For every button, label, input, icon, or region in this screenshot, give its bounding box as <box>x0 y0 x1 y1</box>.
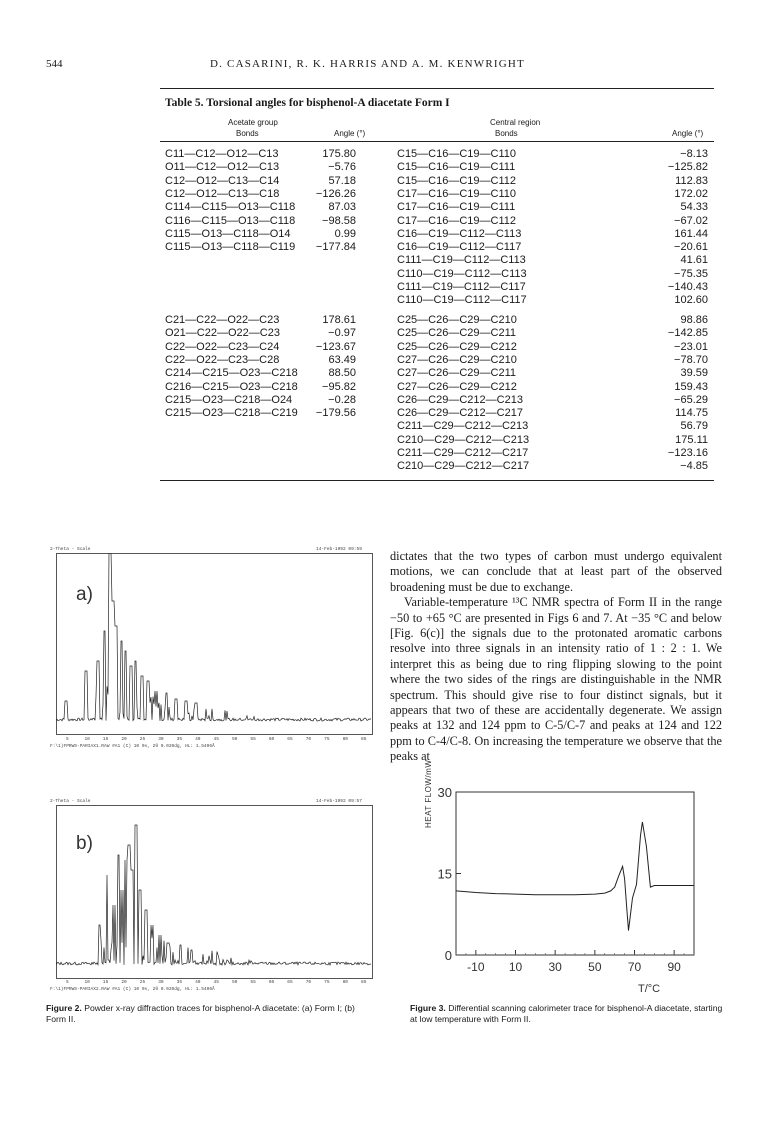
table-row-right-angle: −123.16 <box>667 447 708 459</box>
xrd-x-tick-label: 30 <box>158 980 164 985</box>
xrd-x-tick-label: 55 <box>250 980 256 985</box>
dsc-x-tick-label: 50 <box>588 960 602 974</box>
table-row-right-bond: C27—C26—C29—C211 <box>397 367 517 380</box>
table-row-left-bond: C115—O13—C118—O14 <box>165 227 291 240</box>
table-row-right-angle: 175.11 <box>675 433 708 446</box>
table-row-right-angle: 112.83 <box>675 174 708 187</box>
table-row-right-bond: C25—C26—C29—C212 <box>397 340 517 353</box>
xrd-b-date: 14-Feb-1992 09:57 <box>316 799 362 804</box>
xrd-x-tick-label: 50 <box>231 980 238 985</box>
table-row-left-angle: −95.82 <box>322 380 356 393</box>
table-row-left-angle: −177.84 <box>315 241 356 254</box>
table-row-left-angle: 178.61 <box>322 314 356 326</box>
table-row-left-bond: C216—C215—O23—C218 <box>165 380 298 393</box>
table-col-bonds-right: Bonds <box>495 129 518 138</box>
table-row-right-angle: 159.43 <box>674 380 708 393</box>
dsc-x-tick-label: -10 <box>467 960 485 974</box>
table-row-right-bond: C210—C29—C212—C217 <box>397 460 530 473</box>
xrd-x-tick-label: 25 <box>139 980 146 985</box>
xrd-a-footer: F:\1)FPRWS-PARIAX1.RAW #A1 (C) 10 0s, 2θ 0.020dg, HL: 1.5406Å <box>50 744 215 749</box>
table-row-right-bond: C110—C19—C112—C113 <box>397 267 527 280</box>
xrd-a-scale-label: 2-Theta - Scale <box>50 547 91 552</box>
table-row-left-angle: 175.80 <box>322 148 356 160</box>
table-row-right-angle: −23.01 <box>674 340 708 353</box>
table-group-left: Acetate group <box>228 118 278 127</box>
dsc-x-tick-label: 90 <box>667 960 681 974</box>
dsc-x-tick-label: 70 <box>627 960 642 974</box>
table-row-right-angle: −140.43 <box>667 281 708 293</box>
figure2-caption-text: Powder x-ray diffraction traces for bisphenol-A diacetate: (a) Form I; (b) Form II. <box>46 1003 355 1024</box>
dsc-series-line <box>456 822 694 931</box>
table-row-left-bond: C12—O12—C13—C14 <box>165 174 280 187</box>
table-col-bonds-left: Bonds <box>236 129 259 138</box>
table-top-rule <box>160 88 714 89</box>
table-title: Table 5. Torsional angles for bisphenol-A diacetate Form I <box>165 97 450 109</box>
xrd-a-panel-label: a) <box>76 584 93 605</box>
table-row-left-bond: C114—C115—O13—C118 <box>165 201 296 214</box>
table-group-right: Central region <box>490 118 541 127</box>
table-row-left-angle: −0.28 <box>328 393 356 406</box>
xrd-x-tick-label: 70 <box>305 737 312 742</box>
xrd-a-trace <box>56 553 372 735</box>
xrd-x-tick-label: 10 <box>84 737 90 742</box>
table-row-right-bond: C17—C16—C19—C110 <box>397 187 517 200</box>
table-row-right-bond: C15—C16—C19—C110 <box>397 148 517 160</box>
xrd-x-tick-label: 20 <box>121 737 127 742</box>
xrd-b-scale-label: 2-Theta - Scale <box>50 799 91 804</box>
xrd-b-footer: F:\1)FPRWS-PARIAX2.RAW #A1 (C) 10 0s, 2θ 0.020dg, HL: 1.5406Å <box>50 987 215 992</box>
figure3-caption-label: Figure 3. <box>410 1003 446 1013</box>
table-row-left-bond: C21—C22—O22—C23 <box>165 314 280 326</box>
table-row-left-bond: C215—O23—C218—C219 <box>165 407 298 420</box>
xrd-x-tick-label: 10 <box>84 980 90 985</box>
xrd-x-tick-label: 60 <box>268 980 275 985</box>
table-bottom-rule <box>160 480 714 481</box>
table-row-right-angle: 98.86 <box>680 314 708 326</box>
xrd-x-tick-label: 25 <box>139 737 146 742</box>
table-row-left-angle: 87.03 <box>328 201 356 214</box>
body-paragraph-2: Variable-temperature ¹³C NMR spectra of Form II in the range −50 to +65 °C are presented in Figs 6 and 7. At −35 °C and below [Fig. 6(c)] the signals due to the protonated aromatic carbons resolve into three signals in an intensity ratio of 1 : 2 : 1. We interpret this as being due to ring flipping slowing to the point where the two sides of the rings are distinguishable in the NMR spectrum. This should give rise to four distinct signals, but it appears that two of these are accidentally degenerate. We assign peaks at 132 and 124 ppm to C-5/C-7 and peaks at 124 and 122 ppm to C-4/C-8. On increasing the temperature we observe that the peaks at <box>390 595 722 764</box>
figure2-caption <box>46 1003 362 1025</box>
table-row-right-angle: −8.13 <box>680 148 708 160</box>
table-row-left-bond: O21—C22—O22—C23 <box>165 327 280 340</box>
table-row-right-angle: −4.85 <box>680 460 708 473</box>
xrd-x-tick-label: 5 <box>66 737 69 742</box>
dsc-ylabel: HEAT FLOW/mW <box>424 759 433 828</box>
table-row-right-angle: 56.79 <box>680 420 708 433</box>
table-row-left-bond: O11—C12—O12—C13 <box>165 161 280 174</box>
table-row-left-angle: 88.50 <box>328 367 356 380</box>
table-row-right-bond: C17—C16—C19—C111 <box>397 201 516 214</box>
table-header-rule <box>160 141 714 142</box>
figure2-caption-label: Figure 2. <box>46 1003 82 1013</box>
table-row-right-bond: C26—C29—C212—C213 <box>397 393 523 406</box>
table-row-left-angle: 0.99 <box>334 227 356 240</box>
dsc-y-tick-label: 30 <box>437 785 452 800</box>
dsc-x-tick-label: 30 <box>548 960 562 974</box>
dsc-y-tick-label: 15 <box>437 866 452 882</box>
table-row-right-bond: C111—C19—C112—C113 <box>397 254 526 267</box>
table-row-left-angle: −179.56 <box>315 407 356 420</box>
table-row-right-angle: 102.60 <box>674 294 708 307</box>
xrd-x-tick-label: 55 <box>250 737 256 742</box>
table-row-left-angle: −98.58 <box>322 214 356 227</box>
table-row-right-angle: −125.82 <box>667 161 708 174</box>
table-row-left-angle: −0.97 <box>328 327 356 340</box>
table-row-left-bond: C115—O13—C118—C119 <box>165 241 296 254</box>
table-col-angle-left: Angle (°) <box>334 129 366 138</box>
table-row-right-bond: C25—C26—C29—C210 <box>397 314 517 326</box>
table-row-right-angle: 172.02 <box>674 187 708 200</box>
table-row-right-bond: C25—C26—C29—C211 <box>397 327 517 340</box>
table-row-right-bond: C211—C29—C212—C217 <box>397 447 529 459</box>
xrd-x-tick-label: 60 <box>268 737 275 742</box>
table-row-right-angle: 161.44 <box>674 227 708 240</box>
xrd-x-tick-label: 85 <box>361 980 367 985</box>
table-row-right-bond: C26—C29—C212—C217 <box>397 407 523 420</box>
table-row-right-angle: −67.02 <box>674 214 708 227</box>
table-row-right-bond: C110—C19—C112—C117 <box>397 294 527 307</box>
dsc-y-tick-label: 0 <box>444 948 452 963</box>
xrd-x-tick-label: 35 <box>176 980 183 985</box>
table-row-right-angle: −75.35 <box>674 267 708 280</box>
xrd-x-tick-label: 80 <box>342 980 348 985</box>
table-row-left-bond: C215—O23—C218—O24 <box>165 393 293 406</box>
xrd-b-panel-label: b) <box>76 833 93 854</box>
table-row-left-angle: 63.49 <box>328 353 356 366</box>
dsc-xlabel: T/°C <box>638 983 661 995</box>
page-number: 544 <box>46 58 63 70</box>
xrd-x-tick-label: 5 <box>66 980 69 985</box>
xrd-b-trace <box>56 805 372 979</box>
table-col-angle-right: Angle (°) <box>672 129 704 138</box>
xrd-x-tick-label: 85 <box>361 737 367 742</box>
figure3-caption <box>410 1003 730 1025</box>
table-row-left-bond: C22—O22—C23—C24 <box>165 340 280 353</box>
xrd-x-tick-label: 15 <box>102 737 109 742</box>
dsc-x-tick-label: 10 <box>508 960 523 974</box>
table-row-left-angle: −5.76 <box>328 161 356 174</box>
table-row-right-bond: C210—C29—C212—C213 <box>397 433 530 446</box>
xrd-x-tick-label: 70 <box>305 980 312 985</box>
table-row-right-bond: C15—C16—C19—C112 <box>397 174 517 187</box>
dsc-plot-frame <box>456 792 694 955</box>
table-row-right-angle: −78.70 <box>674 353 708 366</box>
table-row-right-angle: −65.29 <box>674 393 708 406</box>
xrd-x-tick-label: 75 <box>324 737 330 742</box>
table-row-left-angle: −123.67 <box>315 340 356 353</box>
table-row-right-angle: −20.61 <box>674 241 708 254</box>
table-row-right-angle: 54.33 <box>680 201 708 214</box>
xrd-x-tick-label: 45 <box>213 980 219 985</box>
table-row-left-bond: C214—C215—O23—C218 <box>165 367 298 380</box>
table-row-right-angle: 114.75 <box>675 407 708 420</box>
xrd-x-tick-label: 15 <box>102 980 109 985</box>
table-row-left-bond: C11—C12—O12—C13 <box>165 148 279 160</box>
table-row-left-bond: C22—O22—C23—C28 <box>165 353 280 366</box>
table-row-right-bond: C16—C19—C112—C113 <box>397 227 522 240</box>
table-row-right-bond: C16—C19—C112—C117 <box>397 241 522 254</box>
table-row-left-bond: C12—O12—C13—C18 <box>165 187 280 200</box>
table-row-right-angle: 39.59 <box>680 367 708 380</box>
table-row-right-bond: C27—C26—C29—C212 <box>397 380 517 393</box>
xrd-x-tick-label: 40 <box>195 737 201 742</box>
body-paragraph-1: dictates that the two types of carbon must undergo equivalent motions, we can conclude that at least part of the observed broadening must be due to exchange. <box>390 549 722 594</box>
table-row-right-bond: C17—C16—C19—C112 <box>397 214 517 227</box>
table-row-right-bond: C211—C29—C212—C213 <box>397 420 529 433</box>
xrd-x-tick-label: 30 <box>158 737 164 742</box>
xrd-x-tick-label: 40 <box>195 980 201 985</box>
xrd-x-tick-label: 75 <box>324 980 330 985</box>
xrd-x-tick-label: 50 <box>231 737 238 742</box>
xrd-x-tick-label: 65 <box>287 737 293 742</box>
table-row-left-angle: 57.18 <box>328 174 356 187</box>
body-text <box>390 549 722 765</box>
table-row-left-angle: −126.26 <box>315 187 356 200</box>
xrd-x-tick-label: 80 <box>342 737 348 742</box>
table-row-right-angle: 41.61 <box>680 254 708 267</box>
table-row-right-angle: −142.85 <box>667 327 708 340</box>
xrd-a-date: 14-Feb-1992 09:59 <box>316 547 362 552</box>
xrd-x-tick-label: 45 <box>213 737 219 742</box>
table-row-right-bond: C15—C16—C19—C111 <box>397 161 516 174</box>
xrd-x-tick-label: 20 <box>121 980 127 985</box>
table-row-left-bond: C116—C115—O13—C118 <box>165 214 296 227</box>
xrd-x-tick-label: 35 <box>176 737 183 742</box>
table-row-right-bond: C27—C26—C29—C210 <box>397 353 517 366</box>
table-row-right-bond: C111—C19—C112—C117 <box>397 281 526 293</box>
running-authors: D. CASARINI, R. K. HARRIS AND A. M. KENWRIGHT <box>210 58 525 70</box>
xrd-x-tick-label: 65 <box>287 980 293 985</box>
figure3-caption-text: Differential scanning calorimeter trace for bisphenol-A diacetate, starting at low temperature with Form II. <box>410 1003 723 1024</box>
dsc-chart <box>400 780 710 995</box>
